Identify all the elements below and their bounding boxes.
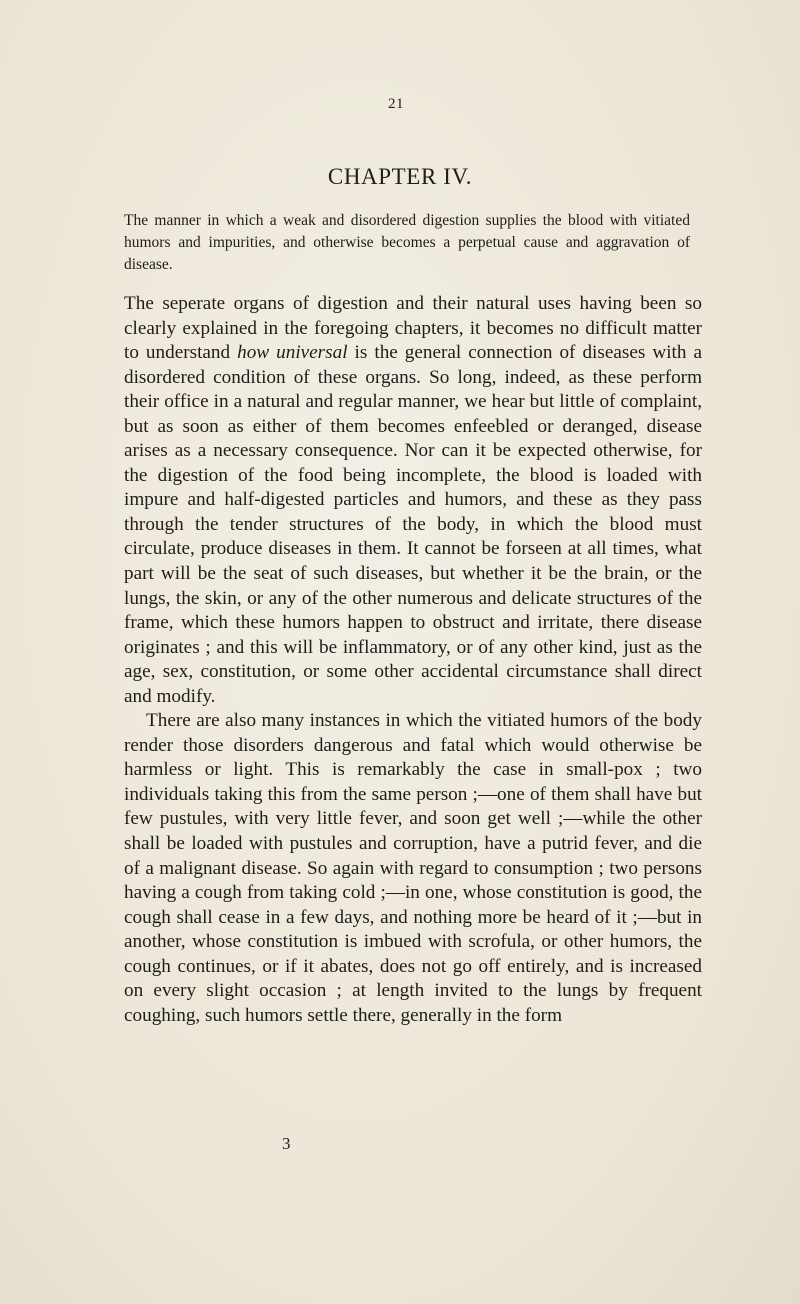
paragraph-1-start: The seperate organs of digestion and their natural uses having been so clearly explained in the foregoing chapters, it becomes no difficult matter to understand bbox=[124, 293, 702, 364]
body-text bbox=[124, 292, 702, 1028]
signature-mark: 3 bbox=[282, 1134, 291, 1153]
chapter-summary: The manner in which a weak and disordered digestion supplies the blood with vitiated humors and impurities, and otherwise becomes a perpetual cause and aggravation of disease. bbox=[124, 212, 690, 273]
emphasis-text: how universal bbox=[237, 342, 348, 364]
chapter-title: CHAPTER IV. bbox=[327, 164, 473, 189]
paragraph-1 bbox=[124, 292, 702, 709]
paragraph-2: There are also many instances in which the vitiated humors of the body render those disorders dangerous and fatal which would otherwise be harmless or light. This is remarkably the case in small-pox ; two individuals taking this from the same person ;—one of them shall have but few pustules, with very little fever, and soon get well ;—while the other shall be loaded with pustules and corruption, have a putrid fever, and die of a malignant disease. So again with regard to consumption ; two persons having a cough from taking cold ;—in one, whose constitution is good, the cough shall cease in a few days, and nothing more be heard of it ;—but in another, whose constitution is imbued with scrofula, or other humors, the cough continues, or if it abates, does not go off entirely, and is increased on every slight occasion ; at length invited to the lungs by frequent coughing, such humors settle there, generally in the form bbox=[124, 710, 702, 1026]
page-number: 21 bbox=[388, 96, 404, 112]
paragraph-1-end: is the general connection of diseases with a disordered condition of these organs. So long, indeed, as these perform their office in a natural and regular manner, we hear but little of complaint, but as soon as either of them becomes enfeebled or deranged, disease arises as a necessary consequence. Nor can it be expected otherwise, for the digestion of the food being incomplete, the blood is loaded with impure and half-digested particles and humors, and these as they pass through the tender structures of the body, in which the blood must circulate, produce diseases in them. It cannot be forseen at all times, what part will be the seat of such diseases, but whether it be the brain, or the lungs, the skin, or any of the other numerous and delicate structures of the frame, which these humors happen to obstruct and irritate, there disease originates ; and this will be inflammatory, or of any other kind, just as the age, sex, constitution, or some other accidental circumstance shall direct and modify. bbox=[124, 342, 702, 707]
